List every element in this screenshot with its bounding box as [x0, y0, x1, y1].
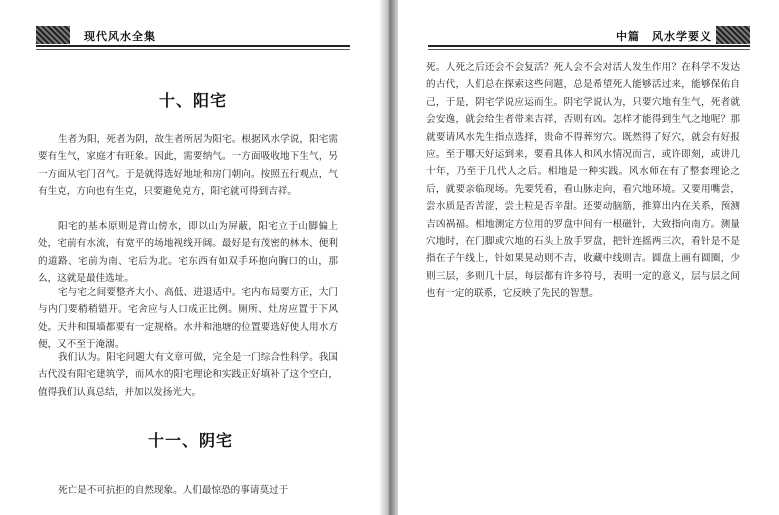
- right-running-header: [428, 26, 750, 48]
- book-spine-gutter: [380, 0, 398, 515]
- header-rule-thin: [36, 49, 350, 50]
- section-title-yangzhai: 十、阳宅: [159, 91, 228, 110]
- header-rule-thin: [428, 49, 750, 50]
- paragraph: 阳宅的基本原则是背山傍水，即以山为屏蔽，阳宅立于山脚偏上处，宅前有水流，有宽平的场地视线开阔。最好是有茂密的林木、便利的道路、宅前为南、宅后为北。宅东西有如双手环抱向胸口的山，那么，这就是最佳选址。: [38, 221, 338, 285]
- header-ornament: [716, 26, 750, 44]
- header-rule: [36, 45, 350, 47]
- body-text: 死。人死之后还会不会复活？死人会不会对活人发生作用？在科学不发达的古代，人们总在探索这些问题，总是希望死人能够活过来，能够保佑自己，于是，阴宅学说应运而生。阴宅学说认为，只要穴地有生气，死者就会安逸，就会给生者带来吉祥，否则有凶。怎样才能得到生气之地呢？那就要请风水先生指点选择，贵命不得葬穷穴。既然得了好穴，就会有好报应。至于哪天好运到来，要看具体人和风水情况而言，或许即刻，或讲几十年，乃至于几代人之后。相地是一种实践。风水师在有了整套理论之后，就要亲临现场。先要凭看，看山脉走向，看穴地环境。又要用嘴尝，尝水质是否苦涩，尝土粒是否辛甜。还要动脑筋，推算出内在关系，预测吉凶祸福。相地测定方位用的罗盘中间有一根磁针，大致指向南方。测量穴地时，在门脚或穴地的石头上放手罗盘，把针连摇两三次，看针是不是指在子午线上，针如果晃动则不吉，收藏中线则吉。圆盘上画有圆圈，少则三层，多则几十层，每层都有许多符号，表明一定的意义，层与层之间也有一定的联系，它反映了先民的智慧。: [426, 62, 740, 300]
- left-running-header: [36, 26, 350, 48]
- left-page: [0, 0, 380, 515]
- header-ornament: [36, 26, 70, 44]
- section-title-yinzhai: 十一、阴宅: [148, 431, 234, 450]
- paragraph: 生者为阳，死者为阴，故生者所居为阳宅。根据风水学说，阳宅需要有生气，家庭才有旺象。因此，需要纳气。一方面吸收地下生气，另一方面从宅门召气。于是就得选好地址和房门朝向。按照五行观点，气有生克，方向也有生克，只要避免克方，阳宅就可得到吉祥。: [38, 134, 338, 198]
- part-title-header: 中篇 风水学要义: [616, 30, 712, 43]
- right-page: [398, 0, 779, 515]
- paragraph: 宅与宅之间要整齐大小、高低、进退适中。宅内布局要方正，大门与内门要稍稍错开。宅舍应与人口成正比例。厕所、灶房应置于下风处。天井和围墙都要有一定规格。水井和池塘的位置要选好使人用水方便，又不至于淹溺。: [38, 287, 338, 351]
- book-title-header: 现代风水全集: [84, 30, 156, 43]
- header-rule: [428, 45, 750, 47]
- paragraph: 死亡是不可抗拒的自然现象。人们最惊恐的事请莫过于: [58, 485, 289, 496]
- paragraph: 我们认为。阳宅问题大有文章可做，完全是一门综合性科学。我国古代没有阳宅建筑学，而风水的阳宅理论和实践正好填补了这个空白，值得我们认真总结，并加以发扬光大。: [38, 352, 338, 398]
